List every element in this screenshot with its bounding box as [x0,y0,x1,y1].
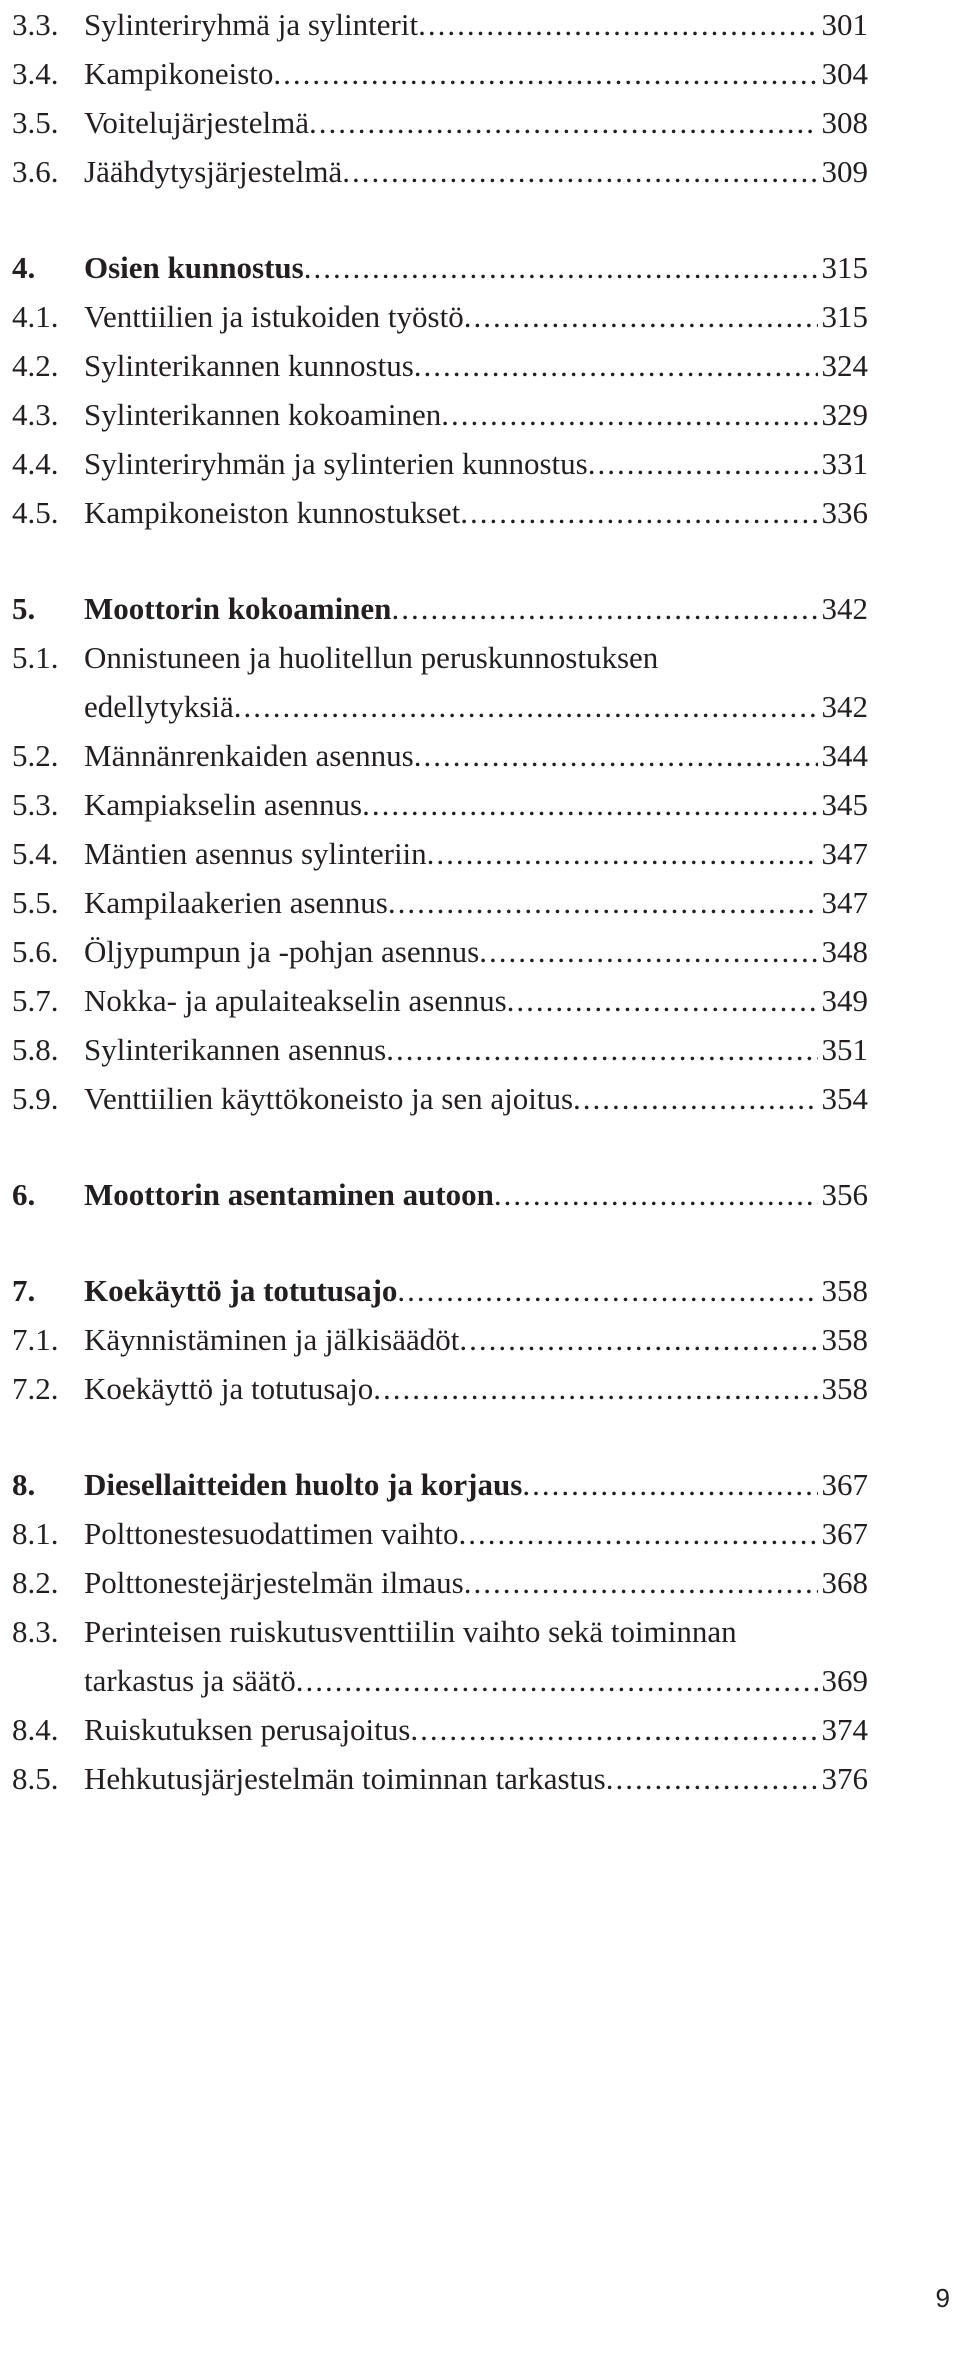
toc-entry-page: 309 [821,154,868,189]
toc-dot-leader [588,439,818,488]
toc-dot-leader [459,1315,817,1364]
toc-entry-title: Venttiilien ja istukoiden työstö [84,299,464,334]
toc-dot-leader [418,0,817,49]
toc-entry-number: 4.1. [12,299,59,334]
toc-entry [12,927,868,976]
toc-entry-title: Mäntien asennus sylinteriin [84,836,427,871]
toc-entry-number: 3.4. [12,56,59,91]
toc-dot-leader [362,780,817,829]
toc-entry-number: 5.8. [12,1032,59,1067]
toc-entry-title: Polttonestejärjestelmän ilmaus [84,1565,464,1600]
toc-entry [12,341,868,390]
toc-entry-page: 367 [821,1467,868,1502]
toc-dot-leader [273,49,817,98]
toc-entry-page: 344 [821,738,868,773]
toc-entry [12,1509,868,1558]
toc-entry [12,1705,868,1754]
toc-entry-title: Moottorin kokoaminen [84,591,392,626]
toc-entry-number: 8.3. [12,1614,59,1649]
toc-entry [12,390,868,439]
toc-entry-title: edellytyksiä [84,689,234,724]
toc-dot-leader [464,1558,818,1607]
toc-entry-number: 3.3. [12,7,59,42]
toc-entry-title: Jäähdytysjärjestelmä [84,154,343,189]
toc-entry-page: 358 [821,1273,868,1308]
toc-entry-page: 342 [821,689,868,724]
toc-dot-leader [573,1074,817,1123]
toc-entry-number: 8.2. [12,1565,59,1600]
toc-entry [12,1754,868,1803]
toc-entry-page: 348 [821,934,868,969]
toc-entry [12,292,868,341]
toc-dot-leader [479,927,817,976]
toc-entry-page: 354 [821,1081,868,1116]
toc-dot-leader [494,1170,818,1219]
toc-dot-leader [304,243,818,292]
toc-entry-page: 336 [821,495,868,530]
toc-entry [12,49,868,98]
toc-entry [12,0,868,49]
toc-chapter-entry [12,1266,868,1315]
toc-entry-number: 3.6. [12,154,59,189]
toc-dot-leader [388,878,818,927]
toc-entry-page: 329 [821,397,868,432]
toc-entry [12,731,868,780]
toc-chapter-entry [12,584,868,633]
toc-entry-page: 324 [821,348,868,383]
toc-entry [12,1656,868,1705]
toc-dot-leader [441,390,817,439]
toc-entry-page: 347 [821,885,868,920]
toc-entry-title: Sylinteriryhmä ja sylinterit [84,7,419,42]
toc-entry-number: 8.1. [12,1516,59,1551]
toc-entry-number: 5. [12,591,36,626]
toc-dot-leader [414,341,818,390]
toc-entry-number: 4. [12,250,36,285]
toc-dot-leader [427,829,818,878]
toc-entry [12,1364,868,1413]
toc-entry-page: 308 [821,105,868,140]
toc-chapter-entry [12,243,868,292]
toc-entry [12,488,868,537]
toc-entry-page: 367 [821,1516,868,1551]
toc-entry-page: 351 [821,1032,868,1067]
toc-entry-page: 374 [821,1712,868,1747]
toc-dot-leader [464,292,818,341]
toc-entry [12,780,868,829]
page-number: 9 [935,2283,950,2313]
toc-entry-page: 345 [821,787,868,822]
toc-dot-leader [342,147,817,196]
toc-entry-page: 349 [821,983,868,1018]
toc-entry-number: 5.4. [12,836,59,871]
toc-entry-number: 4.5. [12,495,59,530]
toc-entry-page: 331 [821,446,868,481]
toc-dot-leader [522,1460,817,1509]
toc-entry-number: 8. [12,1467,36,1502]
toc-entry [12,1558,868,1607]
toc-entry-page: 315 [821,250,868,285]
toc-entry-number: 5.9. [12,1081,59,1116]
toc-entry-title: Männänrenkaiden asennus [84,738,414,773]
toc-entry-number: 5.7. [12,983,59,1018]
toc-entry-number: 7.1. [12,1322,59,1357]
toc-entry-number: 8.5. [12,1761,59,1796]
toc-entry-title: Sylinterikannen kunnostus [84,348,414,383]
toc-dot-leader [373,1364,817,1413]
toc-entry [12,682,868,731]
toc-entry-page: 358 [821,1322,868,1357]
toc-entry-number: 5.1. [12,640,59,675]
toc-dot-leader [386,1025,817,1074]
toc-entry-number: 5.5. [12,885,59,920]
toc-entry-title: Osien kunnostus [84,250,304,285]
toc-chapter-entry [12,1460,868,1509]
toc-dot-leader [410,1705,817,1754]
toc-dot-leader [397,1266,817,1315]
toc-entry-title: Kampiakselin asennus [84,787,363,822]
toc-entry-page: 315 [821,299,868,334]
toc-entry-number: 4.4. [12,446,59,481]
toc-entry-page: 347 [821,836,868,871]
toc-entry-page: 304 [821,56,868,91]
toc-entry [12,1025,868,1074]
toc-entry [12,1315,868,1364]
toc-entry-page: 376 [821,1761,868,1796]
toc-entry-number: 8.4. [12,1712,59,1747]
toc-entry [12,147,868,196]
toc-dot-leader [459,1509,818,1558]
toc-dot-leader [606,1754,818,1803]
toc-entry-title: Öljypumpun ja -pohjan asennus [84,934,480,969]
toc-entry-page: 369 [821,1663,868,1698]
toc-entry-number: 5.3. [12,787,59,822]
toc-entry-page: 368 [821,1565,868,1600]
toc-entry [12,439,868,488]
toc-entry-number: 5.2. [12,738,59,773]
toc-entry-number: 3.5. [12,105,59,140]
toc-entry-title: tarkastus ja säätö [84,1663,296,1698]
toc-entry-title: Käynnistäminen ja jälkisäädöt [84,1322,460,1357]
toc-entry-title: Perinteisen ruiskutusventtiilin vaihto sekä toiminnan [84,1614,737,1649]
toc-entry [12,878,868,927]
toc-entry [12,829,868,878]
toc-entry-title: Diesellaitteiden huolto ja korjaus [84,1467,523,1502]
toc-entry-number: 5.6. [12,934,59,969]
toc-entry-page: 342 [821,591,868,626]
toc-entry [12,976,868,1025]
toc-entry [12,1074,868,1123]
toc-entry-title: Kampilaakerien asennus [84,885,388,920]
toc-entry-title: Venttiilien käyttökoneisto ja sen ajoitus [84,1081,574,1116]
toc-entry-title: Onnistuneen ja huolitellun peruskunnostuksen [84,640,659,675]
toc-entry-number: 4.2. [12,348,59,383]
toc-dot-leader [391,584,817,633]
toc-entry [12,1607,868,1656]
toc-dot-leader [234,682,818,731]
toc-entry-title: Kampikoneiston kunnostukset [84,495,461,530]
toc-entry-title: Sylinterikannen asennus [84,1032,387,1067]
toc-entry-title: Sylinterikannen kokoaminen [84,397,442,432]
toc-dot-leader [296,1656,818,1705]
toc-entry-title: Koekäyttö ja totutusajo [84,1273,398,1308]
toc-entry-title: Nokka- ja apulaiteakselin asennus [84,983,507,1018]
toc-dot-leader [414,731,818,780]
toc-dot-leader [507,976,818,1025]
toc-entry-title: Kampikoneisto [84,56,274,91]
toc-entry-title: Hehkutusjärjestelmän toiminnan tarkastus [84,1761,606,1796]
toc-entry-title: Ruiskutuksen perusajoitus [84,1712,411,1747]
toc-entry-page: 301 [821,7,868,42]
toc-dot-leader [309,98,818,147]
toc-entry [12,98,868,147]
toc-dot-leader [460,488,817,537]
toc-entry-page: 356 [821,1177,868,1212]
toc-entry-title: Polttonestesuodattimen vaihto [84,1516,459,1551]
toc-entry-title: Moottorin asentaminen autoon [84,1177,494,1212]
toc-chapter-entry [12,1170,868,1219]
toc-entry-number: 6. [12,1177,36,1212]
toc-entry [12,633,868,682]
toc-entry-page: 358 [821,1371,868,1406]
toc-entry-title: Sylinteriryhmän ja sylinterien kunnostus [84,446,588,481]
toc-entry-number: 7.2. [12,1371,59,1406]
table-of-contents [12,0,868,1803]
toc-entry-title: Koekäyttö ja totutusajo [84,1371,374,1406]
toc-entry-number: 4.3. [12,397,59,432]
toc-entry-title: Voitelujärjestelmä [84,105,309,140]
toc-entry-number: 7. [12,1273,36,1308]
